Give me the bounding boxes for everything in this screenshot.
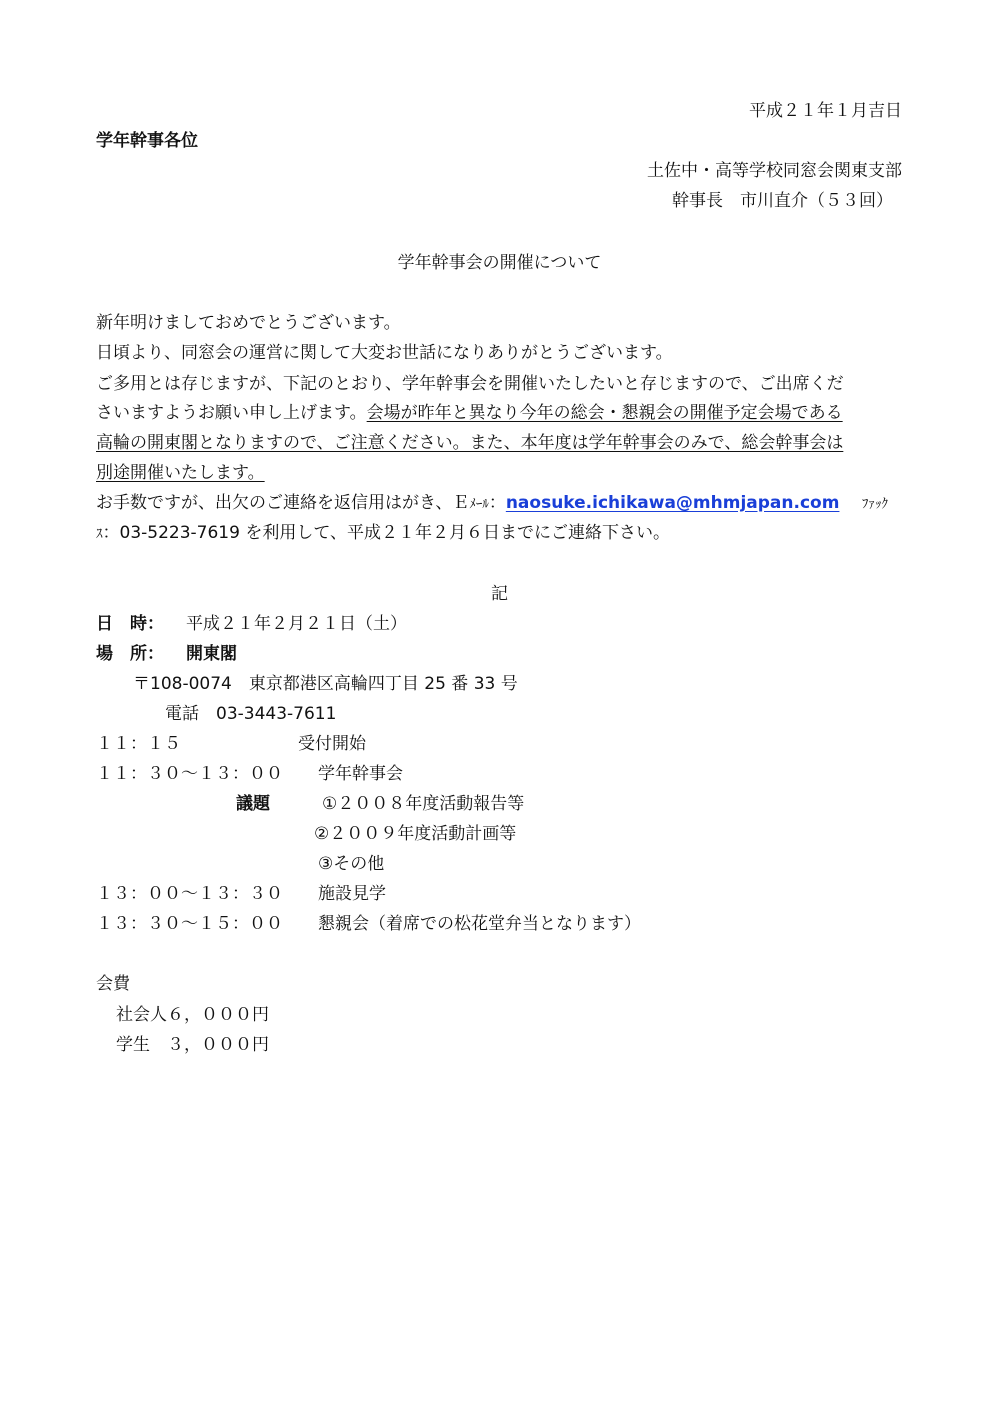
venue-notice-line-2: 高輪の開東閣となりますので、ご注意ください。また、本年度は学年幹事会のみで、総会幹事会は	[96, 433, 844, 453]
fax-deadline: ：03-5223-7619 を利用して、平成２１年２月６日までにご連絡下さい。	[102, 523, 670, 543]
venue-notice-line-3: 別途開催いたします。	[96, 463, 265, 483]
venue-value: 開東閣	[186, 644, 237, 664]
fax-label-cont: ｽ	[96, 527, 103, 542]
date-label: 日 時：	[96, 614, 164, 634]
addressee: 学年幹事各位	[96, 131, 198, 151]
rsvp-colon: ：	[488, 493, 506, 513]
fee-item: 学生 ３，０００円	[116, 1035, 269, 1055]
venue-label: 場 所：	[96, 644, 164, 664]
schedule-time: １１：３０～１３：００	[96, 764, 283, 784]
venue-address: 〒108-0074 東京都港区高輪四丁目 25 番 33 号	[133, 674, 518, 694]
rsvp-text: お手数ですが、出欠のご連絡を返信用はがき、Ｅ	[96, 493, 470, 513]
schedule-time: １３：００～１３：３０	[96, 884, 283, 904]
agenda-label: 議題	[236, 794, 270, 814]
fee-heading: 会費	[96, 974, 130, 994]
schedule-event: 施設見学	[318, 884, 386, 904]
venue-notice: 会場が昨年と異なり今年の総会・懇親会の開催予定会場である	[366, 403, 843, 423]
schedule-event: 学年幹事会	[318, 764, 403, 784]
request-line-2	[96, 405, 843, 422]
agenda-item: ②２００９年度活動計画等	[314, 824, 517, 844]
agenda-item: ③その他	[318, 854, 385, 874]
fax-label: ﾌｧｯｸ	[862, 497, 888, 512]
greeting: 新年明けましておめでとうございます。	[96, 313, 401, 333]
schedule-event: 懇親会（着席での松花堂弁当となります）	[318, 914, 641, 934]
rsvp-line-2	[96, 525, 670, 542]
sender-organization: 土佐中・高等学校同窓会関東支部	[647, 161, 902, 181]
email-link[interactable]: naosuke.ichikawa@mhmjapan.com	[505, 493, 840, 513]
venue-phone: 電話 03-3443-7611	[165, 704, 337, 724]
letter-date: 平成２１年１月吉日	[749, 101, 902, 121]
schedule-event: 受付開始	[298, 734, 366, 754]
thanks-line: 日頃より、同窓会の運営に関して大変お世話になりありがとうございます。	[96, 343, 673, 363]
request-text: さいますようお願い申し上げます。	[96, 403, 367, 423]
rsvp-line-1	[96, 495, 839, 512]
email-label: ﾒｰﾙ	[469, 497, 489, 512]
schedule-time: １１：１５	[96, 734, 181, 754]
fee-item: 社会人６，０００円	[116, 1005, 269, 1025]
schedule-time: １３：３０～１５：００	[96, 914, 283, 934]
date-value: 平成２１年２月２１日（土）	[186, 614, 407, 634]
agenda-item: ①２００８年度活動報告等	[322, 794, 525, 814]
letter-title: 学年幹事会の開催について	[397, 253, 602, 273]
ki-heading: 記	[491, 584, 508, 604]
sender-name: 幹事長 市川直介（５３回）	[672, 191, 893, 211]
request-line-1: ご多用とは存じますが、下記のとおり、学年幹事会を開催いたしたいと存じますので、ご出席くだ	[96, 374, 844, 394]
